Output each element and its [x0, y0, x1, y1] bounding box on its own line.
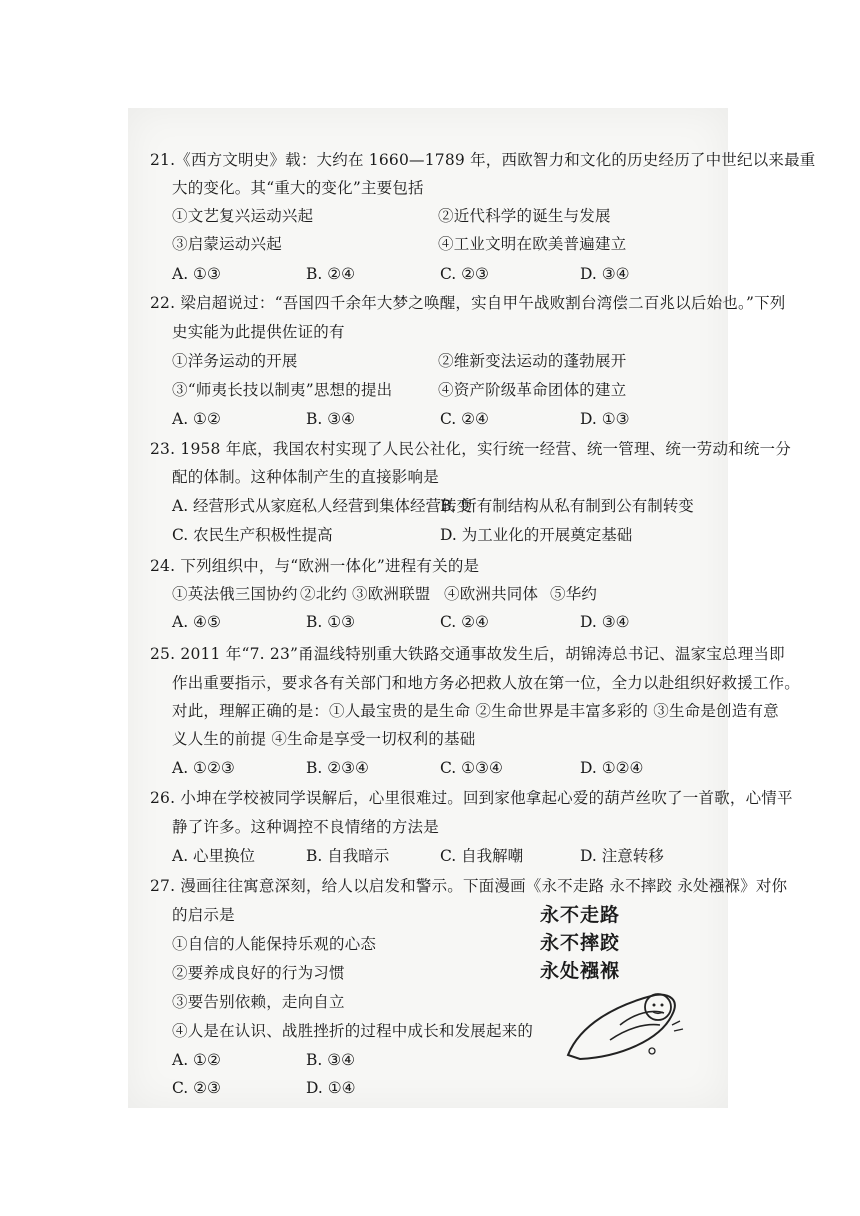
q26-stem-line1: 26. 小坤在学校被同学误解后，心里很难过。回到家他拿起心爱的葫芦丝吹了一首歌，心情平 — [150, 789, 793, 807]
q26-option-d[interactable]: D. 注意转移 — [580, 847, 664, 865]
swaddled-baby-illustration — [560, 985, 700, 1065]
q24-option-a[interactable]: A. ④⑤ — [172, 613, 221, 631]
q21-option-b[interactable]: B. ②④ — [306, 265, 356, 283]
q21-item-2: ②近代科学的诞生与发展 — [438, 207, 611, 225]
q22-option-d[interactable]: D. ①③ — [580, 410, 630, 428]
q24-option-b[interactable]: B. ①③ — [306, 613, 356, 631]
q22-item-1: ①洋务运动的开展 — [172, 352, 298, 370]
q21-option-d[interactable]: D. ③④ — [580, 265, 630, 283]
q22-item-4: ④资产阶级革命团体的建立 — [438, 381, 627, 399]
q21-item-1: ①文艺复兴运动兴起 — [172, 207, 314, 225]
q25-stem-line4: 义人生的前提 ④生命是享受一切权利的基础 — [172, 730, 476, 748]
q26-option-b[interactable]: B. 自我暗示 — [306, 847, 390, 865]
q22-stem-line1: 22. 梁启超说过：“吾国四千余年大梦之唤醒，实自甲午战败割台湾偿二百兆以后始也。”下列 — [150, 294, 786, 312]
q27-item-2: ②要养成良好的行为习惯 — [172, 964, 345, 982]
q24-option-c[interactable]: C. ②④ — [440, 613, 489, 631]
q23-stem-line1: 23. 1958 年底，我国农村实现了人民公社化，实行统一经营、统一管理、统一劳动和统一分 — [150, 440, 791, 458]
q24-item-5: ⑤华约 — [550, 585, 598, 603]
q23-option-d[interactable]: D. 为工业化的开展奠定基础 — [440, 526, 633, 544]
q23-option-a[interactable]: A. 经营形式从家庭私人经营到集体经营转变 — [172, 497, 473, 515]
q23-option-b[interactable]: B. 所有制结构从私有制到公有制转变 — [440, 497, 694, 515]
q25-stem-line2: 作出重要指示，要求各有关部门和地方务必把救人放在第一位，全力以赴组织好救援工作。 — [172, 674, 801, 692]
q27-item-3: ③要告别依赖，走向自立 — [172, 993, 345, 1011]
q24-option-d[interactable]: D. ③④ — [580, 613, 630, 631]
q22-item-2: ②维新变法运动的蓬勃展开 — [438, 352, 627, 370]
q27-option-b[interactable]: B. ③④ — [306, 1051, 356, 1069]
q24-stem: 24. 下列组织中，与“欧洲一体化”进程有关的是 — [150, 557, 480, 575]
q25-option-a[interactable]: A. ①②③ — [172, 759, 235, 777]
q21-stem-line2: 大的变化。其“重大的变化”主要包括 — [172, 179, 424, 197]
q27-stem-line2: 的启示是 — [172, 906, 235, 924]
q27-option-c[interactable]: C. ②③ — [172, 1079, 221, 1097]
q26-option-c[interactable]: C. 自我解嘲 — [440, 847, 524, 865]
q22-stem-line2: 史实能为此提供佐证的有 — [172, 323, 345, 341]
cartoon-title-col1: 永不走路 — [540, 904, 621, 926]
q24-item-2: ②北约 — [300, 585, 348, 603]
q22-item-3: ③“师夷长技以制夷”思想的提出 — [172, 381, 393, 399]
q21-item-3: ③启蒙运动兴起 — [172, 235, 282, 253]
q26-option-a[interactable]: A. 心里换位 — [172, 847, 256, 865]
q25-stem-line1: 25. 2011 年“7. 23”甬温线特别重大铁路交通事故发生后，胡锦涛总书记、温家宝总理当即 — [150, 645, 785, 663]
q24-item-4: ④欧洲共同体 — [444, 585, 539, 603]
q25-stem-line3: 对此，理解正确的是：①人最宝贵的是生命 ②生命世界是丰富多彩的 ③生命是创造有意 — [172, 702, 779, 720]
q24-item-3: ③欧洲联盟 — [352, 585, 431, 603]
q27-item-1: ①自信的人能保持乐观的心态 — [172, 935, 377, 953]
q21-item-4: ④工业文明在欧美普遍建立 — [438, 235, 627, 253]
q23-stem-line2: 配的体制。这种体制产生的直接影响是 — [172, 468, 439, 486]
cartoon-title-col3: 永处襁褓 — [540, 960, 621, 982]
q25-option-c[interactable]: C. ①③④ — [440, 759, 503, 777]
q27-option-d[interactable]: D. ①④ — [306, 1079, 356, 1097]
q27-item-4: ④人是在认识、战胜挫折的过程中成长和发展起来的 — [172, 1022, 534, 1040]
q26-stem-line2: 静了许多。这种调控不良情绪的方法是 — [172, 818, 439, 836]
q22-option-a[interactable]: A. ①② — [172, 410, 221, 428]
q22-option-b[interactable]: B. ③④ — [306, 410, 356, 428]
q23-option-c[interactable]: C. 农民生产积极性提高 — [172, 526, 333, 544]
q21-stem-line1: 21.《西方文明史》载：大约在 1660—1789 年，西欧智力和文化的历史经历了中世纪以来最重 — [150, 151, 816, 169]
q27-option-a[interactable]: A. ①② — [172, 1051, 221, 1069]
q25-option-d[interactable]: D. ①②④ — [580, 759, 644, 777]
q27-stem-line1: 27. 漫画往往寓意深刻，给人以启发和警示。下面漫画《永不走路 永不摔跤 永处襁褓》对你 — [150, 877, 788, 895]
cartoon-title-col2: 永不摔跤 — [540, 932, 621, 954]
q21-option-c[interactable]: C. ②③ — [440, 265, 489, 283]
q21-option-a[interactable]: A. ①③ — [172, 265, 221, 283]
q24-item-1: ①英法俄三国协约 — [172, 585, 298, 603]
q25-option-b[interactable]: B. ②③④ — [306, 759, 369, 777]
q22-option-c[interactable]: C. ②④ — [440, 410, 489, 428]
